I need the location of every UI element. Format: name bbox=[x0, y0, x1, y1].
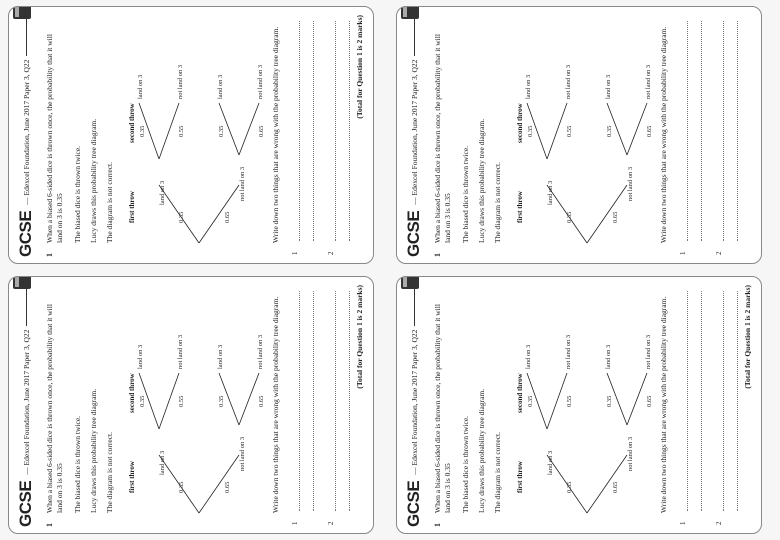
branch-not-land-3: not land on 3 bbox=[239, 166, 246, 201]
source-text: — Edexcel Foundation, June 2017 Paper 3, Q22 bbox=[21, 59, 31, 205]
prob-sec-4: 0.65 bbox=[646, 125, 653, 137]
branch-land-3: land on 3 bbox=[547, 180, 554, 205]
branch-2: not land on 3 bbox=[177, 334, 184, 369]
branch-1: land on 3 bbox=[525, 344, 532, 369]
worksheet-card-bottom-right bbox=[396, 276, 762, 534]
worksheet-card-bottom-left bbox=[8, 276, 374, 534]
prob-first-a: 0.35 bbox=[566, 211, 573, 223]
answer-line[interactable] bbox=[687, 291, 688, 511]
branch-not-land-3: not land on 3 bbox=[627, 166, 634, 201]
line-lucy-draws: Lucy draws this probability tree diagram. bbox=[477, 388, 486, 513]
question-text: When a biased 6-sided dice is thrown once, the probability that it will land on 3 is 0.35 bbox=[433, 34, 452, 243]
line-lucy-draws: Lucy draws this probability tree diagram. bbox=[89, 118, 98, 243]
branch-2: not land on 3 bbox=[565, 334, 572, 369]
first-throw-label: first throw bbox=[516, 191, 524, 223]
second-throw-label: second throw bbox=[128, 373, 136, 413]
second-throw-label: second throw bbox=[128, 103, 136, 143]
answer-2-label: 2 bbox=[715, 521, 723, 525]
branch-3: land on 3 bbox=[217, 74, 224, 99]
branch-3: land on 3 bbox=[217, 344, 224, 369]
prob-first-b: 0.65 bbox=[224, 211, 231, 223]
branch-1: land on 3 bbox=[137, 74, 144, 99]
question-number: 1 bbox=[45, 523, 54, 527]
branch-land-3: land on 3 bbox=[159, 450, 166, 475]
branch-not-land-3: not land on 3 bbox=[627, 436, 634, 471]
line-thrown-twice: The biased dice is thrown twice. bbox=[73, 145, 82, 243]
gcse-logo: GCSE bbox=[16, 480, 35, 527]
probability-tree bbox=[397, 7, 761, 263]
answer-line[interactable] bbox=[349, 21, 350, 241]
prob-sec-4: 0.65 bbox=[646, 395, 653, 407]
answer-line[interactable] bbox=[737, 291, 738, 511]
answer-line[interactable] bbox=[687, 21, 688, 241]
line-not-correct: The diagram is not correct. bbox=[105, 161, 114, 243]
prob-sec-1: 0.35 bbox=[139, 395, 146, 407]
prob-sec-1: 0.35 bbox=[527, 125, 534, 137]
question-text: When a biased 6-sided dice is thrown once, the probability that it will land on 3 is 0.35 bbox=[433, 304, 452, 513]
prob-sec-3: 0.35 bbox=[218, 395, 225, 407]
answer-line[interactable] bbox=[335, 291, 336, 511]
probability-tree bbox=[9, 7, 373, 263]
gcse-logo: GCSE bbox=[16, 210, 35, 257]
branch-land-3: land on 3 bbox=[159, 180, 166, 205]
branch-2: not land on 3 bbox=[565, 64, 572, 99]
prob-sec-2: 0.55 bbox=[178, 395, 185, 407]
branch-not-land-3: not land on 3 bbox=[239, 436, 246, 471]
answer-line[interactable] bbox=[299, 21, 300, 241]
answer-1-label: 1 bbox=[291, 521, 299, 525]
worksheet-page bbox=[9, 277, 373, 533]
prob-first-b: 0.65 bbox=[612, 481, 619, 493]
branch-land-3: land on 3 bbox=[547, 450, 554, 475]
question-number: 1 bbox=[433, 253, 442, 257]
worksheet-page bbox=[397, 7, 761, 263]
branch-4: not land on 3 bbox=[645, 64, 652, 99]
answer-2-label: 2 bbox=[327, 521, 335, 525]
worksheet-card-top-right bbox=[396, 6, 762, 264]
prob-first-b: 0.65 bbox=[224, 481, 231, 493]
worksheet-page bbox=[397, 277, 761, 533]
line-thrown-twice: The biased dice is thrown twice. bbox=[461, 145, 470, 243]
prob-sec-1: 0.35 bbox=[139, 125, 146, 137]
line-lucy-draws: Lucy draws this probability tree diagram. bbox=[477, 118, 486, 243]
question-number: 1 bbox=[433, 523, 442, 527]
answer-2-label: 2 bbox=[715, 251, 723, 255]
branch-1: land on 3 bbox=[525, 74, 532, 99]
answer-line[interactable] bbox=[723, 291, 724, 511]
worksheet-page bbox=[9, 7, 373, 263]
prob-first-a: 0.35 bbox=[178, 481, 185, 493]
branch-3: land on 3 bbox=[605, 74, 612, 99]
first-throw-label: first throw bbox=[128, 461, 136, 493]
answer-line[interactable] bbox=[737, 21, 738, 241]
line-thrown-twice: The biased dice is thrown twice. bbox=[73, 415, 82, 513]
worksheet-card-top-left bbox=[8, 6, 374, 264]
first-throw-label: first throw bbox=[516, 461, 524, 493]
question-text: When a biased 6-sided dice is thrown once, the probability that it will land on 3 is 0.35 bbox=[45, 34, 64, 243]
instruction: Write down two things that are wrong with the probability tree diagram. bbox=[271, 296, 280, 513]
source-text: — Edexcel Foundation, June 2017 Paper 3, Q22 bbox=[409, 59, 419, 205]
line-lucy-draws: Lucy draws this probability tree diagram. bbox=[89, 388, 98, 513]
prob-first-a: 0.35 bbox=[566, 481, 573, 493]
instruction: Write down two things that are wrong with the probability tree diagram. bbox=[271, 26, 280, 243]
gcse-logo: GCSE bbox=[404, 480, 423, 527]
prob-sec-1: 0.35 bbox=[527, 395, 534, 407]
total-marks: (Total for Question 1 is 2 marks) bbox=[743, 285, 752, 389]
question-text: When a biased 6-sided dice is thrown once, the probability that it will land on 3 is 0.35 bbox=[45, 304, 64, 513]
answer-line[interactable] bbox=[313, 21, 314, 241]
total-marks: (Total for Question 1 is 2 marks) bbox=[355, 285, 364, 389]
prob-sec-4: 0.65 bbox=[258, 125, 265, 137]
question-number: 1 bbox=[45, 253, 54, 257]
answer-2-label: 2 bbox=[327, 251, 335, 255]
branch-4: not land on 3 bbox=[257, 334, 264, 369]
line-not-correct: The diagram is not correct. bbox=[105, 431, 114, 513]
instruction: Write down two things that are wrong with the probability tree diagram. bbox=[659, 26, 668, 243]
answer-1-label: 1 bbox=[291, 251, 299, 255]
total-marks: (Total for Question 1 is 2 marks) bbox=[355, 15, 364, 119]
answer-line[interactable] bbox=[349, 291, 350, 511]
prob-sec-3: 0.35 bbox=[218, 125, 225, 137]
prob-sec-2: 0.55 bbox=[178, 125, 185, 137]
branch-2: not land on 3 bbox=[177, 64, 184, 99]
probability-tree bbox=[9, 277, 373, 533]
prob-sec-2: 0.55 bbox=[566, 395, 573, 407]
prob-sec-4: 0.65 bbox=[258, 395, 265, 407]
answer-line[interactable] bbox=[299, 291, 300, 511]
line-not-correct: The diagram is not correct. bbox=[493, 161, 502, 243]
prob-sec-2: 0.55 bbox=[566, 125, 573, 137]
prob-first-b: 0.65 bbox=[612, 211, 619, 223]
source-text: — Edexcel Foundation, June 2017 Paper 3, Q22 bbox=[21, 329, 31, 475]
prob-sec-3: 0.35 bbox=[606, 125, 613, 137]
line-not-correct: The diagram is not correct. bbox=[493, 431, 502, 513]
source-text: — Edexcel Foundation, June 2017 Paper 3, Q22 bbox=[409, 329, 419, 475]
branch-4: not land on 3 bbox=[257, 64, 264, 99]
answer-line[interactable] bbox=[701, 291, 702, 511]
answer-1-label: 1 bbox=[679, 251, 687, 255]
answer-line[interactable] bbox=[701, 21, 702, 241]
line-thrown-twice: The biased dice is thrown twice. bbox=[461, 415, 470, 513]
probability-tree bbox=[397, 277, 761, 533]
prob-sec-3: 0.35 bbox=[606, 395, 613, 407]
branch-3: land on 3 bbox=[605, 344, 612, 369]
first-throw-label: first throw bbox=[128, 191, 136, 223]
prob-first-a: 0.35 bbox=[178, 211, 185, 223]
answer-line[interactable] bbox=[313, 291, 314, 511]
instruction: Write down two things that are wrong with the probability tree diagram. bbox=[659, 296, 668, 513]
branch-1: land on 3 bbox=[137, 344, 144, 369]
answer-line[interactable] bbox=[335, 21, 336, 241]
second-throw-label: second throw bbox=[516, 373, 524, 413]
gcse-logo: GCSE bbox=[404, 210, 423, 257]
answer-1-label: 1 bbox=[679, 521, 687, 525]
branch-4: not land on 3 bbox=[645, 334, 652, 369]
answer-line[interactable] bbox=[723, 21, 724, 241]
second-throw-label: second throw bbox=[516, 103, 524, 143]
